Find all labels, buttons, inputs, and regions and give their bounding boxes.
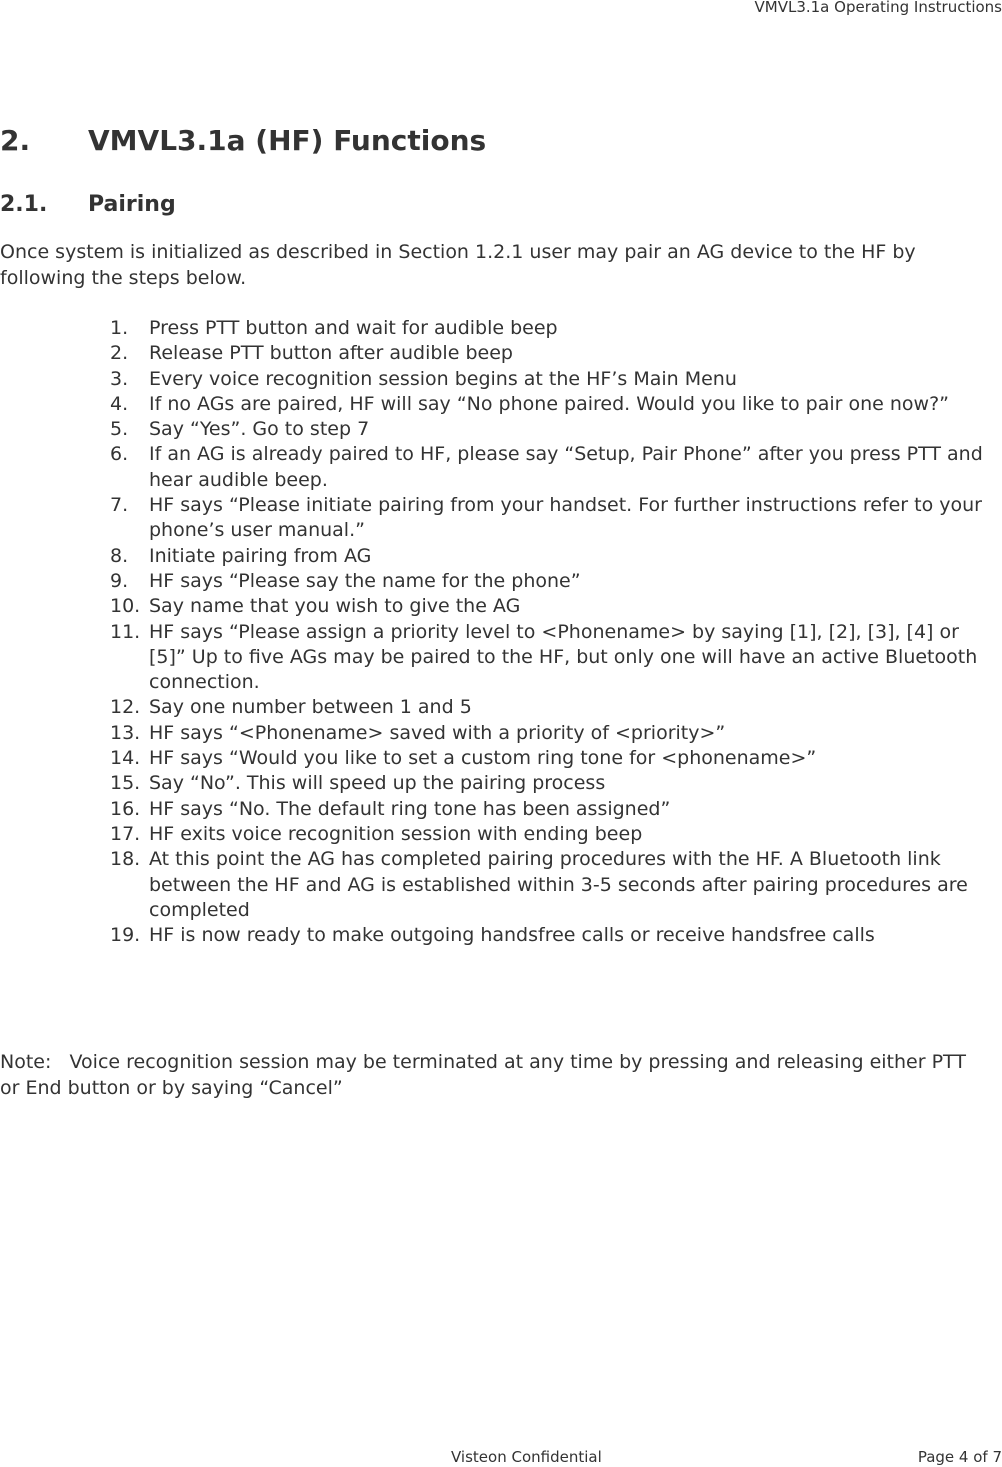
list-item bbox=[110, 341, 990, 366]
step-text: If an AG is already paired to HF, please say “Setup, Pair Phone” after you press PTT and hear audible beep. bbox=[149, 443, 983, 491]
pairing-steps-list bbox=[110, 316, 990, 948]
step-text: HF says “<Phonename> saved with a priority of <priority>” bbox=[149, 721, 726, 744]
list-item bbox=[110, 417, 990, 442]
step-text: HF says “Please initiate pairing from your handset. For further instructions refer to your phone’s user manual.” bbox=[149, 494, 982, 542]
step-text: Say name that you wish to give the AG bbox=[149, 595, 521, 618]
step-number: 10. bbox=[110, 595, 141, 618]
list-item bbox=[110, 316, 990, 341]
step-text: At this point the AG has completed pairing procedures with the HF. A Bluetooth link between the HF and AG is established within 3-5 seconds after pairing procedures are completed bbox=[149, 848, 968, 921]
list-item bbox=[110, 493, 990, 544]
step-number: 7. bbox=[110, 494, 129, 517]
step-number: 3. bbox=[110, 367, 129, 390]
subsection-heading bbox=[0, 190, 176, 220]
subsection-title: Pairing bbox=[88, 192, 176, 217]
list-item bbox=[110, 822, 990, 847]
list-item bbox=[110, 620, 990, 696]
step-number: 6. bbox=[110, 443, 129, 466]
step-number: 4. bbox=[110, 392, 129, 415]
list-item bbox=[110, 544, 990, 569]
step-number: 19. bbox=[110, 924, 141, 947]
footer-page-number: Page 4 of 7 bbox=[917, 1448, 1002, 1466]
step-number: 14. bbox=[110, 747, 141, 770]
list-item bbox=[110, 392, 990, 417]
step-number: 8. bbox=[110, 544, 129, 567]
step-text: HF is now ready to make outgoing handsfree calls or receive handsfree calls bbox=[149, 924, 875, 947]
running-header: VMVL3.1a Operating Instructions bbox=[754, 0, 1002, 16]
section-heading bbox=[0, 124, 486, 158]
step-text: Release PTT button after audible beep bbox=[149, 342, 513, 365]
step-text: HF says “No. The default ring tone has been assigned” bbox=[149, 797, 671, 820]
list-item bbox=[110, 442, 990, 493]
step-text: HF says “Please say the name for the phone” bbox=[149, 569, 581, 592]
step-text: Every voice recognition session begins at the HF’s Main Menu bbox=[149, 367, 737, 390]
list-item bbox=[110, 847, 990, 923]
section-title: VMVL3.1a (HF) Functions bbox=[88, 124, 487, 157]
list-item bbox=[110, 797, 990, 822]
step-number: 1. bbox=[110, 317, 129, 339]
note-paragraph bbox=[0, 1050, 990, 1101]
step-text: HF exits voice recognition session with ending beep bbox=[149, 822, 643, 845]
step-text: Initiate pairing from AG bbox=[149, 544, 372, 567]
list-item bbox=[110, 594, 990, 619]
list-item bbox=[110, 367, 990, 392]
step-text: HF says “Please assign a priority level to <Phonename> by saying [1], [2], [3], [4] or [5]” Up to five AGs may be paired to the HF, but only one will have an active Bluetooth connection. bbox=[149, 620, 978, 694]
step-text: Press PTT button and wait for audible beep bbox=[149, 317, 558, 339]
step-number: 18. bbox=[110, 848, 141, 871]
note-label: Note: bbox=[0, 1051, 52, 1073]
list-item bbox=[110, 923, 990, 948]
step-number: 2. bbox=[110, 342, 129, 365]
step-text: If no AGs are paired, HF will say “No phone paired. Would you like to pair one now?” bbox=[149, 392, 950, 415]
footer-confidential: Visteon Confidential bbox=[451, 1448, 602, 1466]
step-number: 15. bbox=[110, 772, 141, 795]
step-number: 5. bbox=[110, 418, 129, 441]
step-text: Say one number between 1 and 5 bbox=[149, 696, 472, 719]
intro-paragraph: Once system is initialized as described in Section 1.2.1 user may pair an AG device to the HF by following the steps below. bbox=[0, 241, 916, 289]
list-item bbox=[110, 695, 990, 720]
step-text: Say “No”. This will speed up the pairing process bbox=[149, 772, 606, 795]
step-text: HF says “Would you like to set a custom ring tone for <phonename>” bbox=[149, 747, 817, 770]
step-number: 17. bbox=[110, 822, 141, 845]
note-text: Voice recognition session may be terminated at any time by pressing and releasing either PTT or End button or by saying “Cancel” bbox=[0, 1051, 966, 1099]
step-number: 12. bbox=[110, 696, 141, 719]
subsection-number: 2.1. bbox=[0, 192, 48, 217]
step-number: 11. bbox=[110, 620, 141, 643]
step-number: 16. bbox=[110, 797, 141, 820]
list-item bbox=[110, 721, 990, 746]
step-number: 13. bbox=[110, 721, 141, 744]
step-text: Say “Yes”. Go to step 7 bbox=[149, 418, 370, 441]
list-item bbox=[110, 771, 990, 796]
list-item bbox=[110, 569, 990, 594]
step-number: 9. bbox=[110, 569, 129, 592]
section-number: 2. bbox=[0, 124, 31, 157]
list-item bbox=[110, 746, 990, 771]
